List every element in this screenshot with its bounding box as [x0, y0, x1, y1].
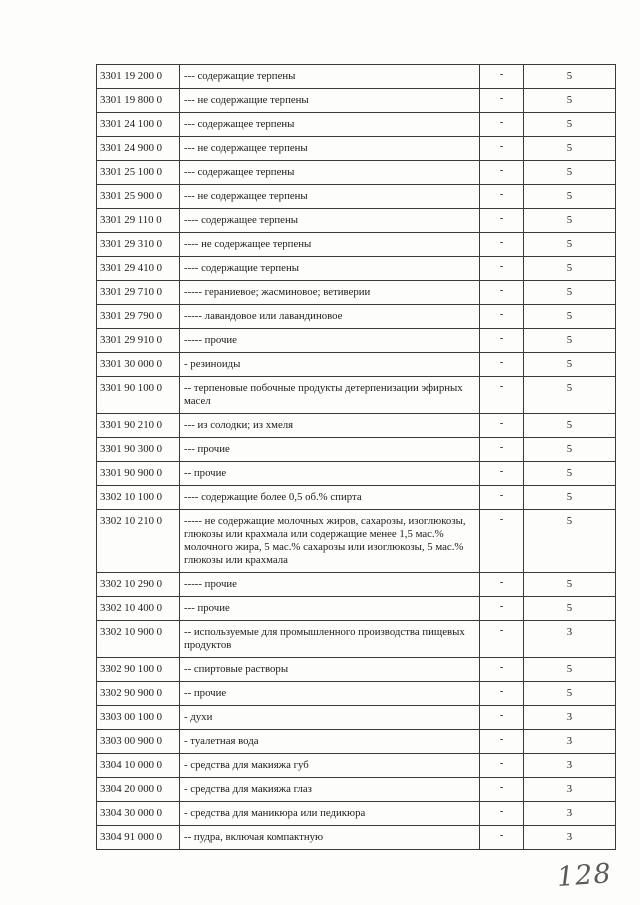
mark-cell: - — [480, 414, 524, 438]
mark-cell: - — [480, 305, 524, 329]
description-cell: - средства для макияжа глаз — [180, 778, 480, 802]
table-row — [97, 658, 616, 682]
code-cell: 3302 90 100 0 — [97, 658, 180, 682]
table-row — [97, 573, 616, 597]
table-row — [97, 730, 616, 754]
rate-cell: 5 — [524, 573, 616, 597]
code-cell: 3301 24 900 0 — [97, 137, 180, 161]
description-cell: -- пудра, включая компактную — [180, 826, 480, 850]
code-cell: 3302 10 100 0 — [97, 486, 180, 510]
code-cell: 3301 90 210 0 — [97, 414, 180, 438]
description-cell: ----- прочие — [180, 329, 480, 353]
code-cell: 3301 25 900 0 — [97, 185, 180, 209]
mark-cell: - — [480, 257, 524, 281]
mark-cell: - — [480, 209, 524, 233]
table-row — [97, 185, 616, 209]
mark-cell: - — [480, 353, 524, 377]
mark-cell: - — [480, 778, 524, 802]
mark-cell: - — [480, 621, 524, 658]
mark-cell: - — [480, 597, 524, 621]
description-cell: --- не содержащее терпены — [180, 185, 480, 209]
code-cell: 3302 90 900 0 — [97, 682, 180, 706]
mark-cell: - — [480, 377, 524, 414]
mark-cell: - — [480, 462, 524, 486]
mark-cell: - — [480, 185, 524, 209]
tariff-table — [96, 64, 616, 850]
tariff-table-body — [97, 65, 616, 850]
rate-cell: 5 — [524, 438, 616, 462]
rate-cell: 5 — [524, 353, 616, 377]
mark-cell: - — [480, 281, 524, 305]
rate-cell: 3 — [524, 802, 616, 826]
code-cell: 3301 29 310 0 — [97, 233, 180, 257]
description-cell: --- содержащее терпены — [180, 113, 480, 137]
rate-cell: 5 — [524, 233, 616, 257]
rate-cell: 3 — [524, 621, 616, 658]
description-cell: --- содержащие терпены — [180, 65, 480, 89]
code-cell: 3301 30 000 0 — [97, 353, 180, 377]
description-cell: ---- не содержащее терпены — [180, 233, 480, 257]
table-row — [97, 329, 616, 353]
mark-cell: - — [480, 730, 524, 754]
rate-cell: 5 — [524, 89, 616, 113]
code-cell: 3301 90 900 0 — [97, 462, 180, 486]
code-cell: 3301 29 790 0 — [97, 305, 180, 329]
mark-cell: - — [480, 826, 524, 850]
mark-cell: - — [480, 754, 524, 778]
description-cell: ----- гераниевое; жасминовое; ветиверии — [180, 281, 480, 305]
rate-cell: 5 — [524, 185, 616, 209]
table-row — [97, 682, 616, 706]
table-row — [97, 113, 616, 137]
code-cell: 3302 10 900 0 — [97, 621, 180, 658]
table-row — [97, 161, 616, 185]
mark-cell: - — [480, 510, 524, 573]
rate-cell: 5 — [524, 597, 616, 621]
rate-cell: 5 — [524, 281, 616, 305]
table-row — [97, 754, 616, 778]
table-row — [97, 353, 616, 377]
rate-cell: 5 — [524, 137, 616, 161]
table-row — [97, 377, 616, 414]
description-cell: - резиноиды — [180, 353, 480, 377]
rate-cell: 5 — [524, 161, 616, 185]
mark-cell: - — [480, 329, 524, 353]
table-row — [97, 305, 616, 329]
table-row — [97, 706, 616, 730]
table-row — [97, 257, 616, 281]
table-row — [97, 438, 616, 462]
mark-cell: - — [480, 682, 524, 706]
code-cell: 3301 29 410 0 — [97, 257, 180, 281]
description-cell: -- прочие — [180, 682, 480, 706]
rate-cell: 5 — [524, 462, 616, 486]
description-cell: ----- не содержащие молочных жиров, сахарозы, изоглюкозы, глюкозы или крахмала или содержащие менее 1,5 мас.% молочного жира, 5 мас.% сахарозы или изоглюкозы, 5 мас.% глюкозы или крахмала — [180, 510, 480, 573]
rate-cell: 5 — [524, 257, 616, 281]
table-row — [97, 137, 616, 161]
code-cell: 3301 90 300 0 — [97, 438, 180, 462]
code-cell: 3304 20 000 0 — [97, 778, 180, 802]
code-cell: 3301 29 110 0 — [97, 209, 180, 233]
description-cell: --- из солодки; из хмеля — [180, 414, 480, 438]
description-cell: --- прочие — [180, 597, 480, 621]
code-cell: 3302 10 290 0 — [97, 573, 180, 597]
table-row — [97, 65, 616, 89]
mark-cell: - — [480, 89, 524, 113]
rate-cell: 5 — [524, 414, 616, 438]
mark-cell: - — [480, 573, 524, 597]
description-cell: - средства для макияжа губ — [180, 754, 480, 778]
rate-cell: 3 — [524, 706, 616, 730]
mark-cell: - — [480, 706, 524, 730]
code-cell: 3304 30 000 0 — [97, 802, 180, 826]
code-cell: 3301 29 910 0 — [97, 329, 180, 353]
table-row — [97, 802, 616, 826]
description-cell: -- спиртовые растворы — [180, 658, 480, 682]
rate-cell: 5 — [524, 682, 616, 706]
description-cell: - туалетная вода — [180, 730, 480, 754]
rate-cell: 5 — [524, 209, 616, 233]
code-cell: 3301 19 800 0 — [97, 89, 180, 113]
code-cell: 3301 19 200 0 — [97, 65, 180, 89]
description-cell: ---- содержащее терпены — [180, 209, 480, 233]
description-cell: - духи — [180, 706, 480, 730]
code-cell: 3304 91 000 0 — [97, 826, 180, 850]
table-row — [97, 486, 616, 510]
rate-cell: 3 — [524, 826, 616, 850]
code-cell: 3301 90 100 0 — [97, 377, 180, 414]
description-cell: - средства для маникюра или педикюра — [180, 802, 480, 826]
rate-cell: 5 — [524, 658, 616, 682]
code-cell: 3302 10 400 0 — [97, 597, 180, 621]
rate-cell: 5 — [524, 377, 616, 414]
table-row — [97, 414, 616, 438]
rate-cell: 3 — [524, 730, 616, 754]
rate-cell: 5 — [524, 510, 616, 573]
mark-cell: - — [480, 486, 524, 510]
code-cell: 3301 24 100 0 — [97, 113, 180, 137]
table-row — [97, 209, 616, 233]
code-cell: 3303 00 900 0 — [97, 730, 180, 754]
table-row — [97, 233, 616, 257]
table-row — [97, 510, 616, 573]
rate-cell: 5 — [524, 113, 616, 137]
table-row — [97, 462, 616, 486]
table-row — [97, 597, 616, 621]
description-cell: -- используемые для промышленного производства пищевых продуктов — [180, 621, 480, 658]
rate-cell: 5 — [524, 305, 616, 329]
description-cell: ---- содержащие терпены — [180, 257, 480, 281]
mark-cell: - — [480, 658, 524, 682]
code-cell: 3301 25 100 0 — [97, 161, 180, 185]
mark-cell: - — [480, 65, 524, 89]
mark-cell: - — [480, 161, 524, 185]
code-cell: 3304 10 000 0 — [97, 754, 180, 778]
table-row — [97, 826, 616, 850]
table-row — [97, 621, 616, 658]
code-cell: 3303 00 100 0 — [97, 706, 180, 730]
handwritten-page-number: 128 — [556, 858, 613, 893]
rate-cell: 5 — [524, 329, 616, 353]
description-cell: ----- прочие — [180, 573, 480, 597]
description-cell: ----- лавандовое или лавандиновое — [180, 305, 480, 329]
table-row — [97, 281, 616, 305]
code-cell: 3302 10 210 0 — [97, 510, 180, 573]
rate-cell: 5 — [524, 486, 616, 510]
description-cell: -- прочие — [180, 462, 480, 486]
rate-cell: 3 — [524, 754, 616, 778]
description-cell: --- не содержащие терпены — [180, 89, 480, 113]
mark-cell: - — [480, 438, 524, 462]
mark-cell: - — [480, 137, 524, 161]
mark-cell: - — [480, 802, 524, 826]
mark-cell: - — [480, 233, 524, 257]
description-cell: --- содержащее терпены — [180, 161, 480, 185]
description-cell: ---- содержащие более 0,5 об.% спирта — [180, 486, 480, 510]
code-cell: 3301 29 710 0 — [97, 281, 180, 305]
description-cell: -- терпеновые побочные продукты детерпенизации эфирных масел — [180, 377, 480, 414]
mark-cell: - — [480, 113, 524, 137]
rate-cell: 3 — [524, 778, 616, 802]
rate-cell: 5 — [524, 65, 616, 89]
description-cell: --- не содержащее терпены — [180, 137, 480, 161]
table-row — [97, 89, 616, 113]
table-row — [97, 778, 616, 802]
description-cell: --- прочие — [180, 438, 480, 462]
